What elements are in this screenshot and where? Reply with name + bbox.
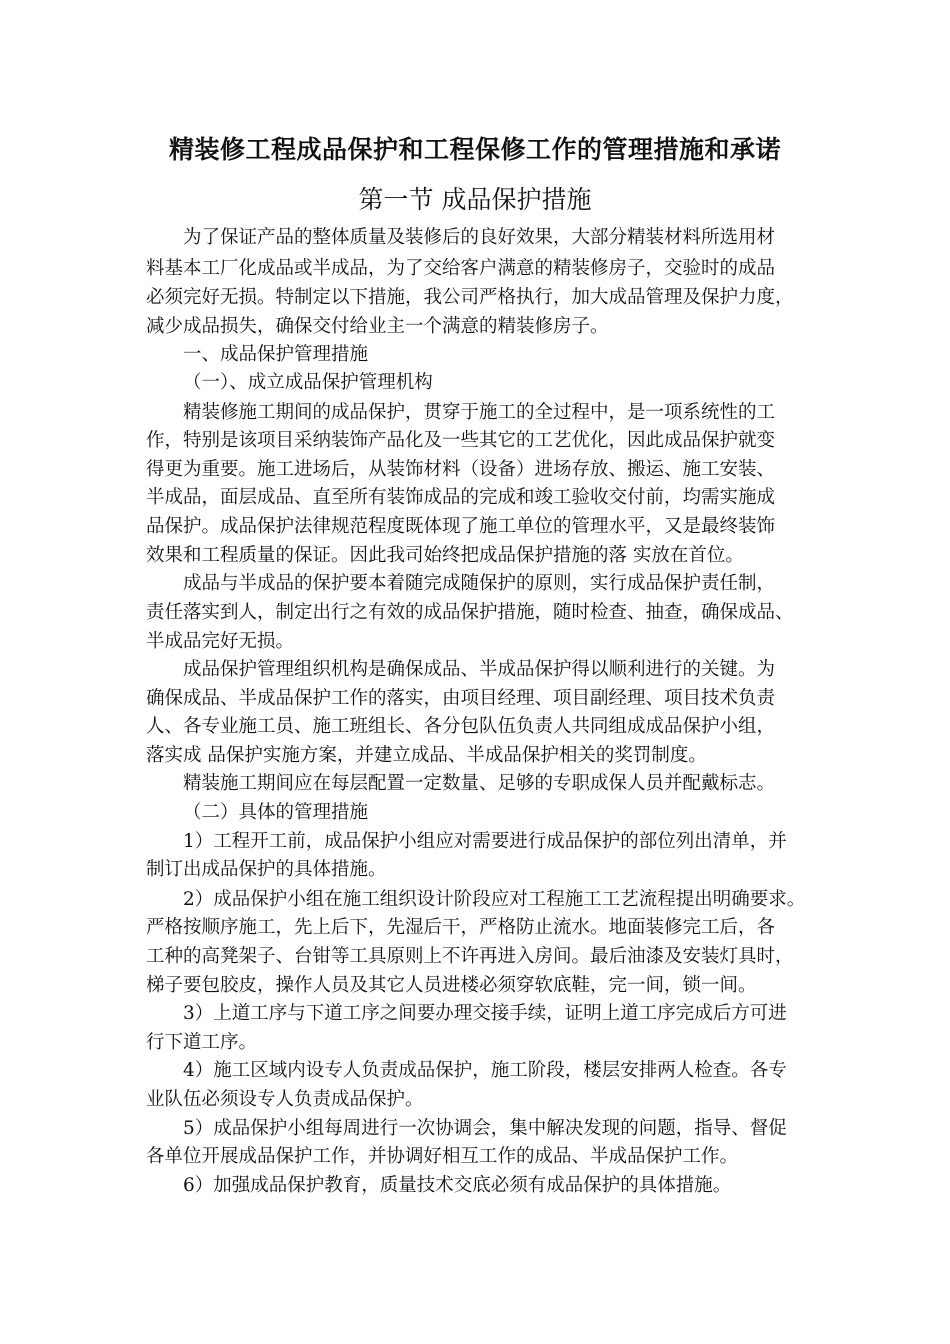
paragraph-line: 人、各专业施工员、施工班组长、各分包队伍负责人共同组成成品保护小组， bbox=[146, 716, 776, 737]
paragraph-line: （二）具体的管理措施 bbox=[183, 802, 369, 823]
paragraph-line: 必须完好无损。特制定以下措施，我公司严格执行，加大成品管理及保护力度， bbox=[146, 287, 794, 308]
paragraph-line: 精装修施工期间的成品保护，贯穿于施工的全过程中，是一项系统性的工 bbox=[183, 402, 776, 423]
paragraph-line: 为了保证产品的整体质量及装修后的良好效果，大部分精装材料所选用材 bbox=[183, 227, 776, 248]
paragraph-line: 4）施工区域内设专人负责成品保护，施工阶段，楼层安排两人检查。各专 bbox=[183, 1060, 787, 1081]
paragraph-line: 品保护。成品保护法律规范程度既体现了施工单位的管理水平，又是最终装饰 bbox=[146, 516, 776, 537]
paragraph-line: （一）、成立成品保护管理机构 bbox=[183, 372, 433, 393]
paragraph-line: 1）工程开工前，成品保护小组应对需要进行成品保护的部位列出清单，并 bbox=[183, 831, 787, 852]
paragraph-line: 成品保护管理组织机构是确保成品、半成品保护得以顺利进行的关键。为 bbox=[183, 659, 776, 680]
paragraph-line: 成品与半成品的保护要本着随完成随保护的原则，实行成品保护责任制， bbox=[183, 573, 776, 594]
paragraph-line: 制订出成品保护的具体措施。 bbox=[146, 859, 387, 880]
paragraph-line: 严格按顺序施工，先上后下，先湿后干，严格防止流水。地面装修完工后，各 bbox=[146, 917, 776, 938]
paragraph-line: 半成品完好无损。 bbox=[146, 631, 295, 652]
paragraph-line: 业队伍必须设专人负责成品保护。 bbox=[146, 1089, 424, 1110]
paragraph-line: 一、成品保护管理措施 bbox=[183, 344, 369, 365]
paragraph-line: 减少成品损失，确保交付给业主一个满意的精装修房子。 bbox=[146, 316, 609, 337]
paragraph-line: 6）加强成品保护教育，质量技术交底必须有成品保护的具体措施。 bbox=[183, 1175, 732, 1196]
paragraph-line: 精装施工期间应在每层配置一定数量、足够的专职成保人员并配戴标志。 bbox=[183, 773, 776, 794]
paragraph-line: 工种的高凳架子、台钳等工具原则上不许再进入房间。最后油漆及安装灯具时， bbox=[146, 946, 794, 967]
document-title: 精装修工程成品保护和工程保修工作的管理措施和承诺 bbox=[168, 135, 781, 164]
paragraph-line: 料基本工厂化成品或半成品，为了交给客户满意的精装修房子，交验时的成品 bbox=[146, 258, 776, 279]
paragraph-line: 3）上道工序与下道工序之间要办理交接手续，证明上道工序完成后方可进 bbox=[183, 1003, 787, 1024]
paragraph-line: 责任落实到人，制定出行之有效的成品保护措施，随时检查、抽查，确保成品、 bbox=[146, 602, 794, 623]
paragraph-line: 作，特别是该项目采纳装饰产品化及一些其它的工艺优化，因此成品保护就变 bbox=[146, 430, 776, 451]
paragraph-line: 梯子要包胶皮，操作人员及其它人员进楼必须穿软底鞋，完一间，锁一间。 bbox=[146, 975, 757, 996]
paragraph-line: 5）成品保护小组每周进行一次协调会，集中解决发现的问题，指导、督促 bbox=[183, 1118, 787, 1139]
paragraph-line: 落实成 品保护实施方案，并建立成品、半成品保护相关的奖罚制度。 bbox=[146, 745, 707, 766]
paragraph-line: 2）成品保护小组在施工组织设计阶段应对工程施工工艺流程提出明确要求。 bbox=[183, 889, 806, 910]
paragraph-line: 行下道工序。 bbox=[146, 1032, 258, 1053]
paragraph-line: 得更为重要。施工进场后，从装饰材料（设备）进场存放、搬运、施工安装、 bbox=[146, 459, 776, 480]
section-heading: 第一节 成品保护措施 bbox=[358, 185, 592, 214]
paragraph-line: 半成品，面层成品、直至所有装饰成品的完成和竣工验收交付前，均需实施成 bbox=[146, 487, 776, 508]
paragraph-line: 各单位开展成品保护工作，并协调好相互工作的成品、半成品保护工作。 bbox=[146, 1146, 739, 1167]
paragraph-line: 确保成品、半成品保护工作的落实，由项目经理、项目副经理、项目技术负责 bbox=[146, 688, 776, 709]
paragraph-line: 效果和工程质量的保证。因此我司始终把成品保护措施的落 实放在首位。 bbox=[146, 545, 744, 566]
